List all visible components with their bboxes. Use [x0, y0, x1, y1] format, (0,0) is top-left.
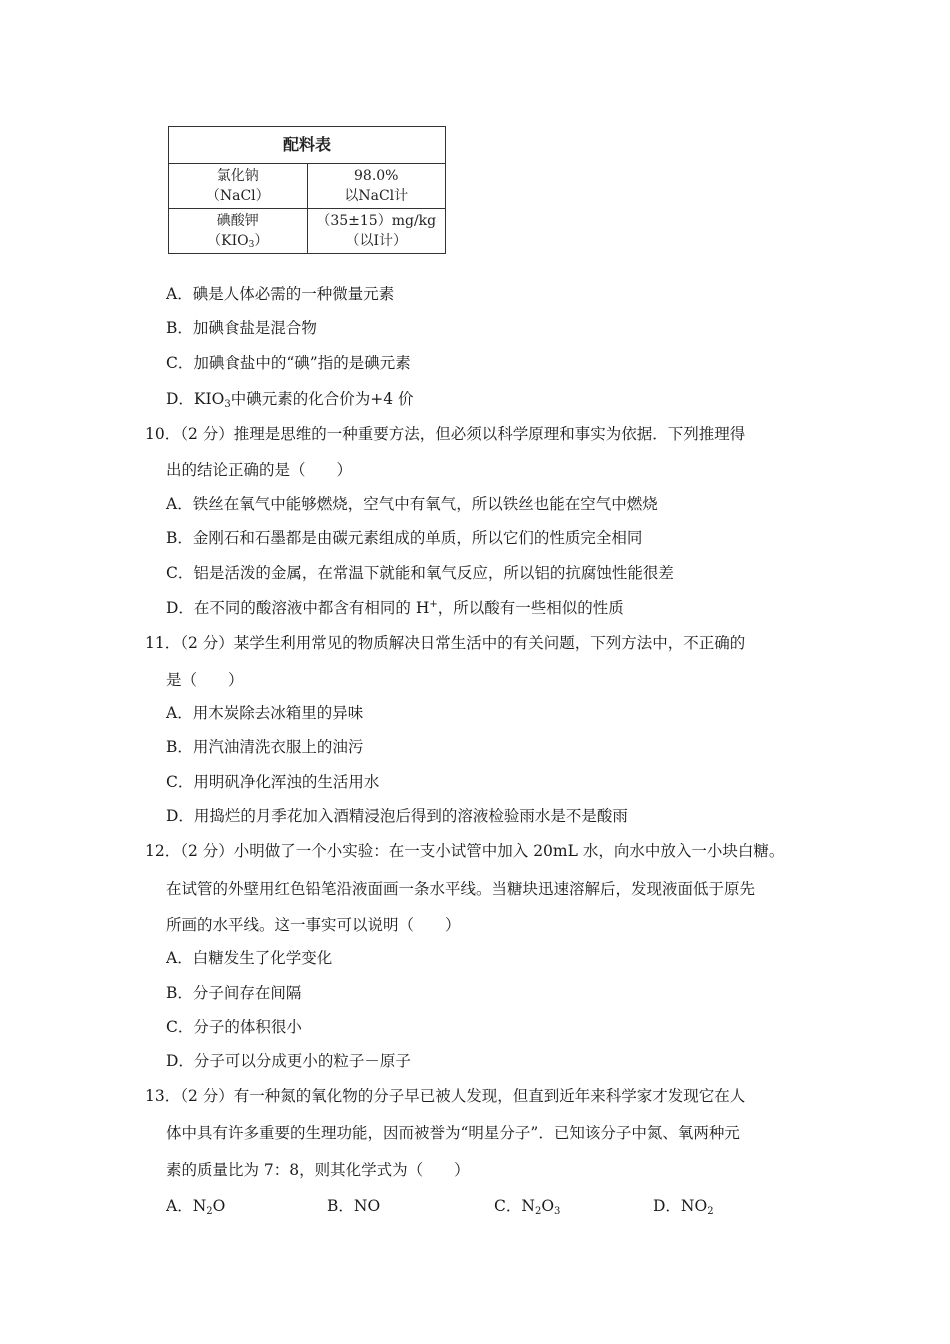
q13-stem-line1: 13．（2 分）有一种氮的氧化物的分子早已被人发现，但直到近年来科学家才发现它在人: [145, 1087, 746, 1105]
q11-option-c: C．用明矾净化浑浊的生活用水: [166, 773, 380, 791]
q13-option-d: D．$NO_2$: [653, 1197, 714, 1217]
table-cell-kio3-content: （35±15）mg/kg （以I计）: [307, 209, 446, 254]
q10-option-b: B．金刚石和石墨都是由碳元素组成的单质，所以它们的性质完全相同: [166, 529, 643, 547]
q12-option-c: C．分子的体积很小: [166, 1018, 302, 1036]
q9-option-b: B．加碘食盐是混合物: [166, 319, 317, 337]
q10-stem-line2: 出的结论正确的是（ ）: [166, 461, 353, 479]
q11-option-b: B．用汽油清洗衣服上的油污: [166, 738, 364, 756]
q12-stem-line3: 所画的水平线。这一事实可以说明（ ）: [166, 916, 461, 934]
q13-option-b: B．NO: [327, 1197, 381, 1215]
q13-option-a: A．$N_2O$: [166, 1197, 226, 1217]
q9-option-c: C．加碘食盐中的“碘”指的是碘元素: [166, 354, 411, 372]
q11-option-d: D．用捣烂的月季花加入酒精浸泡后得到的溶液检验雨水是不是酸雨: [166, 807, 628, 825]
q11-stem-line1: 11．（2 分）某学生利用常见的物质解决日常生活中的有关问题，下列方法中，不正确的: [145, 634, 746, 652]
q10-stem-line1: 10．（2 分）推理是思维的一种重要方法，但必须以科学原理和事实为依据．下列推理得: [145, 425, 746, 443]
q10-option-d: D．在不同的酸溶液中都含有相同的 H+，所以酸有一些相似的性质: [166, 599, 624, 617]
q12-stem-line1: 12．（2 分）小明做了一个小实验：在一支小试管中加入 20mL 水，向水中放入一小块白糖。: [145, 842, 785, 860]
q10-option-c: C．铝是活泼的金属，在常温下就能和氧气反应，所以铝的抗腐蚀性能很差: [166, 564, 674, 582]
q12-option-b: B．分子间存在间隔: [166, 984, 302, 1002]
q11-stem-line2: 是（ ）: [166, 671, 244, 689]
q9-option-d: D．$KIO_3$中碘元素的化合价为+4 价: [166, 390, 414, 410]
table-cell-nacl-name: 氯化钠 （NaCl）: [169, 164, 308, 209]
q13-stem-line2: 体中具有许多重要的生理功能，因而被誉为“明星分子”．已知该分子中氮、氧两种元: [166, 1124, 740, 1142]
ingredients-table: [168, 126, 446, 254]
table-title: 配料表: [169, 127, 446, 164]
table-cell-nacl-content: 98.0% 以NaCl计: [307, 164, 446, 209]
q12-option-a: A．白糖发生了化学变化: [166, 949, 333, 967]
q13-option-c: C．$N_2O_3$: [494, 1197, 561, 1217]
q11-option-a: A．用木炭除去冰箱里的异味: [166, 704, 364, 722]
q12-option-d: D．分子可以分成更小的粒子－原子: [166, 1052, 411, 1070]
table-cell-kio3-name: 碘酸钾 $(KIO_3)$: [169, 209, 308, 254]
q13-stem-line3: 素的质量比为 7：8，则其化学式为（ ）: [166, 1161, 470, 1179]
q12-stem-line2: 在试管的外壁用红色铅笔沿液面画一条水平线。当糖块迅速溶解后，发现液面低于原先: [166, 880, 756, 898]
q9-option-a: A．碘是人体必需的一种微量元素: [166, 285, 395, 303]
q10-option-a: A．铁丝在氧气中能够燃烧，空气中有氧气，所以铁丝也能在空气中燃烧: [166, 495, 658, 513]
